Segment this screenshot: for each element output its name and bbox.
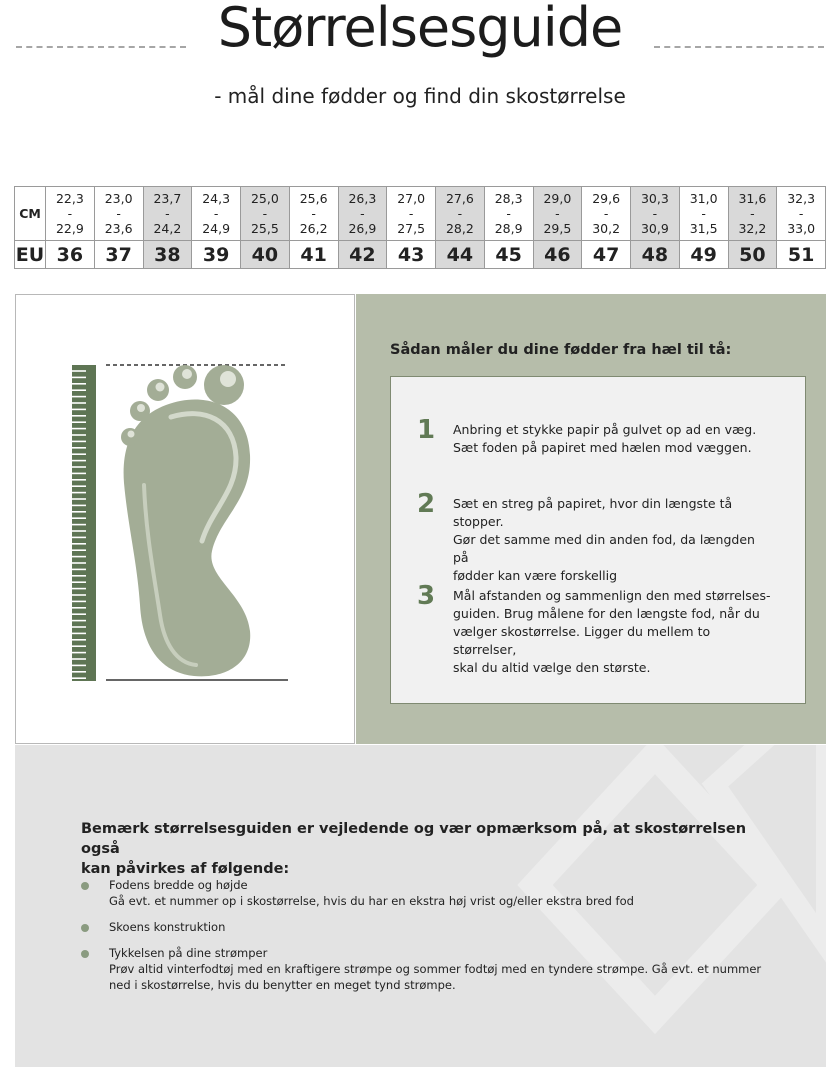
- cm-from: 32,3: [787, 191, 816, 206]
- range-dash: -: [652, 206, 658, 221]
- cm-label: CM: [15, 187, 46, 241]
- eu-size-cell: 37: [94, 241, 143, 269]
- cm-from: 29,0: [543, 191, 572, 206]
- note-title: [81, 819, 761, 879]
- step-number: 3: [417, 581, 436, 611]
- header: [0, 0, 840, 130]
- cm-range-cell: [582, 187, 631, 241]
- eu-size-cell: 51: [777, 241, 826, 269]
- range-dash: -: [750, 206, 755, 221]
- ruler-illustration: [72, 365, 96, 681]
- eu-size-cell: 42: [338, 241, 387, 269]
- page-subtitle: - mål dine fødder og find din skostørrelse: [214, 84, 626, 108]
- note-title-line: Bemærk størrelsesguiden er vejledende og vær opmærksom på, at skostørrelsen også: [81, 821, 747, 857]
- range-dash: -: [165, 206, 170, 221]
- cm-range-cell: [338, 187, 387, 241]
- cm-range-cell: [631, 187, 680, 241]
- cm-from: 29,6: [592, 191, 621, 206]
- cm-from: 30,3: [640, 191, 669, 206]
- cm-to: 28,2: [445, 221, 474, 236]
- cm-range-cell: [533, 187, 582, 241]
- step-number: 2: [417, 489, 436, 519]
- list-item: [81, 877, 781, 909]
- cm-row: [15, 187, 826, 241]
- bullet-heading: Fodens bredde og højde: [109, 878, 248, 892]
- range-dash: -: [116, 206, 121, 221]
- size-table: [14, 186, 826, 269]
- eu-size-cell: 50: [728, 241, 777, 269]
- steps-box: [390, 376, 806, 704]
- cm-from: 25,0: [250, 191, 279, 206]
- eu-size-cell: 38: [143, 241, 192, 269]
- step-line: Sæt foden på papiret med hælen mod væggen.: [453, 440, 752, 455]
- bullet-text: Gå evt. et nummer op i skostørrelse, hvis du har en ekstra høj vrist og/eller ekstra bred fod: [109, 894, 634, 908]
- cm-range-cell: [192, 187, 241, 241]
- step-text: [453, 587, 773, 677]
- cm-from: 28,3: [494, 191, 523, 206]
- cm-to: 28,9: [494, 221, 523, 236]
- eu-size-cell: 48: [631, 241, 680, 269]
- eu-size-cell: 47: [582, 241, 631, 269]
- cm-to: 30,9: [640, 221, 669, 236]
- cm-range-cell: [143, 187, 192, 241]
- cm-from: 26,3: [348, 191, 377, 206]
- cm-range-cell: [436, 187, 485, 241]
- step-line: Mål afstanden og sammenlign den med størrelses-: [453, 588, 771, 603]
- eu-row: [15, 241, 826, 269]
- step-line: guiden. Brug målene for den længste fod, når du: [453, 606, 760, 621]
- range-dash: -: [798, 206, 804, 221]
- cm-from: 23,0: [104, 191, 133, 206]
- eu-label: EU: [15, 241, 46, 269]
- cm-from: 24,3: [202, 191, 231, 206]
- range-dash: -: [311, 206, 316, 221]
- page-title: Størrelsesguide: [217, 0, 623, 59]
- range-dash: -: [408, 206, 414, 221]
- cm-to: 27,5: [397, 221, 426, 236]
- bullet-dot-icon: [81, 924, 89, 932]
- cm-range-cell: [241, 187, 290, 241]
- step-line: Gør det samme med din anden fod, da længden på: [453, 532, 755, 565]
- howto-title: Sådan måler du dine fødder fra hæl til tå:: [390, 342, 732, 358]
- eu-size-cell: 36: [46, 241, 95, 269]
- step-text: [453, 495, 773, 585]
- range-dash: -: [555, 206, 560, 221]
- cm-to: 23,6: [104, 221, 133, 236]
- cm-to: 22,9: [55, 221, 84, 236]
- cm-range-cell: [387, 187, 436, 241]
- bullet-text: ned i skostørrelse, hvis du benytter en meget tynd strømpe.: [109, 978, 456, 992]
- list-item: [81, 945, 781, 993]
- eu-size-cell: 49: [679, 241, 728, 269]
- eu-size-cell: 40: [241, 241, 290, 269]
- step-line: skal du altid vælge den største.: [453, 660, 651, 675]
- range-dash: -: [67, 206, 73, 221]
- eu-size-cell: 45: [484, 241, 533, 269]
- cm-to: 24,2: [153, 221, 182, 236]
- cm-from: 31,0: [689, 191, 718, 206]
- bullet-text: Prøv altid vinterfodtøj med en kraftigere strømpe og sommer fodtøj med en tyndere strømpe. Gå evt. et nummer: [109, 962, 762, 976]
- range-dash: -: [262, 206, 268, 221]
- cm-from: 31,6: [738, 191, 767, 206]
- bullet-dot-icon: [81, 882, 89, 890]
- notes-section: [15, 745, 826, 1067]
- foot-icon: [121, 365, 250, 676]
- cm-range-cell: [728, 187, 777, 241]
- cm-range-cell: [679, 187, 728, 241]
- cm-from: 23,7: [153, 191, 182, 206]
- footprint-illustration: [16, 295, 354, 743]
- list-item: [81, 919, 781, 935]
- dashed-divider-right: [654, 46, 824, 48]
- cm-from: 25,6: [299, 191, 328, 206]
- cm-to: 33,0: [787, 221, 816, 236]
- step-line: vælger skostørrelse. Ligger du mellem to størrelser,: [453, 624, 711, 657]
- cm-from: 22,3: [55, 191, 84, 206]
- range-dash: -: [457, 206, 463, 221]
- cm-to: 26,2: [299, 221, 328, 236]
- cm-range-cell: [94, 187, 143, 241]
- step-number: 1: [417, 415, 436, 445]
- eu-size-cell: 43: [387, 241, 436, 269]
- cm-to: 24,9: [202, 221, 231, 236]
- eu-size-cell: 41: [289, 241, 338, 269]
- cm-to: 31,5: [689, 221, 718, 236]
- step-line: Anbring et stykke papir på gulvet op ad en væg.: [453, 422, 757, 437]
- range-dash: -: [213, 206, 219, 221]
- bullet-heading: Skoens konstruktion: [109, 920, 226, 934]
- cm-to: 30,2: [592, 221, 621, 236]
- cm-to: 32,2: [738, 221, 767, 236]
- range-dash: -: [701, 206, 706, 221]
- foot-illustration-panel: [15, 294, 355, 744]
- bullet-list: [81, 877, 781, 1003]
- howto-panel: [356, 294, 826, 744]
- cm-range-cell: [484, 187, 533, 241]
- eu-size-cell: 46: [533, 241, 582, 269]
- bullet-dot-icon: [81, 950, 89, 958]
- range-dash: -: [360, 206, 365, 221]
- bullet-heading: Tykkelsen på dine strømper: [109, 946, 268, 960]
- cm-to: 25,5: [250, 221, 279, 236]
- range-dash: -: [603, 206, 609, 221]
- cm-to: 29,5: [543, 221, 572, 236]
- note-title-line: kan påvirkes af følgende:: [81, 861, 290, 877]
- cm-range-cell: [46, 187, 95, 241]
- cm-to: 26,9: [348, 221, 377, 236]
- step-line: Sæt en streg på papiret, hvor din længste tå stopper.: [453, 496, 733, 529]
- step-line: fødder kan være forskellig: [453, 568, 618, 583]
- cm-from: 27,0: [397, 191, 426, 206]
- range-dash: -: [506, 206, 511, 221]
- cm-range-cell: [777, 187, 826, 241]
- cm-from: 27,6: [445, 191, 474, 206]
- cm-range-cell: [289, 187, 338, 241]
- step-text: [453, 421, 773, 457]
- eu-size-cell: 39: [192, 241, 241, 269]
- eu-size-cell: 44: [436, 241, 485, 269]
